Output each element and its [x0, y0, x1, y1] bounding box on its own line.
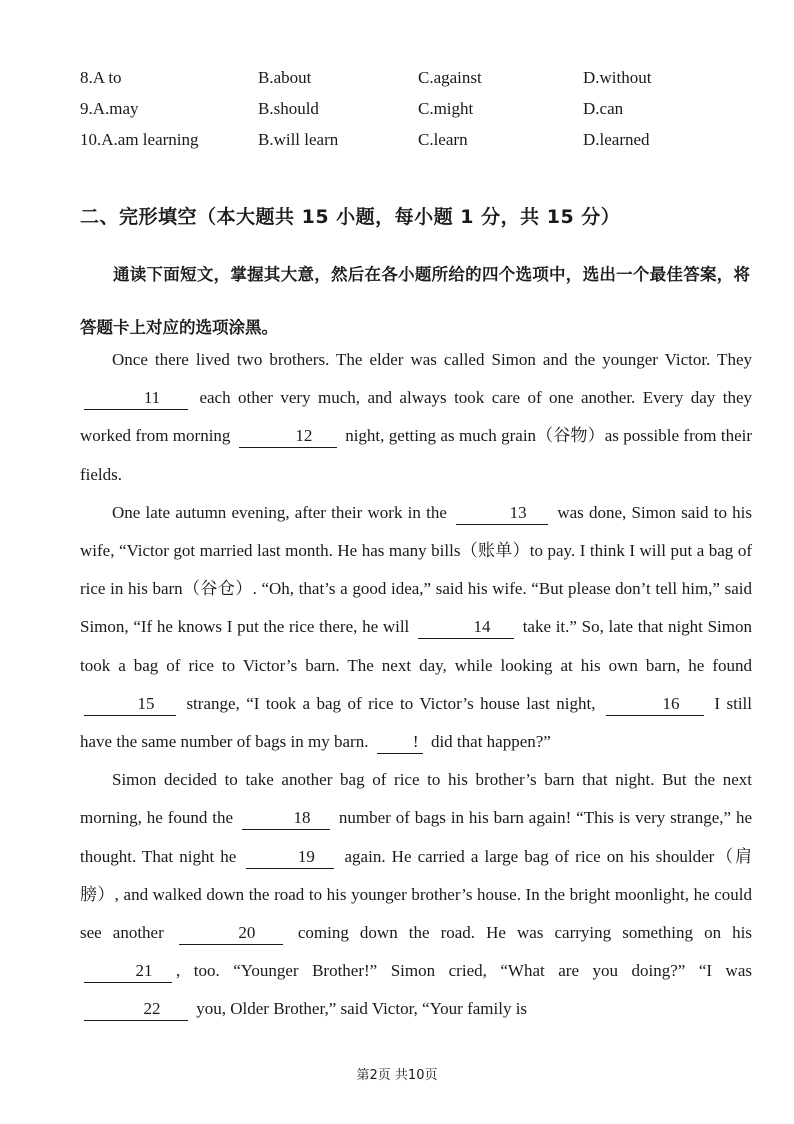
passage-text: night, getting as much grain（谷物）as possible from their fields. — [80, 426, 752, 484]
option-row-8 — [80, 68, 760, 99]
option-b: B.should — [258, 99, 319, 118]
page-footer: 第2页 共10页 — [356, 1068, 438, 1083]
answer-options-block — [80, 68, 760, 161]
cloze-passage — [80, 341, 752, 1029]
passage-text: was done, Simon said to his wife, “Victor got married last month. He has many bills（账单）to pay. I think I will put a bag of rice in his barn（谷仓）. “Oh, that’s a good idea,” said his wife. “But please don’t tell him,” said Simon, “If he knows I put the rice there, he will — [80, 502, 752, 637]
option-c: C.learn — [418, 130, 468, 149]
passage-paragraph-3 — [80, 761, 752, 1028]
passage-text: did that happen?” — [430, 732, 551, 752]
passage-text: take it.” So, late that night Simon took a bag of rice to Victor’s barn. The next day, while looking at his own barn, he found — [80, 617, 753, 675]
section-title: 二、完形填空（本大题共 15 小题，每小题 1 分，共 15 分） — [80, 206, 621, 228]
option-a: 9.A.may — [80, 99, 139, 118]
blank-18: 18 — [242, 807, 330, 830]
blank-13: 13 — [456, 502, 548, 525]
option-b: B.will learn — [258, 130, 339, 149]
passage-text: again. He carried a large bag of rice on his shoulder（肩膀）, and walked down the road to his younger brother’s house. In the bright moonlight, he could see another — [80, 846, 752, 943]
option-a: 10.A.am learning — [80, 130, 199, 149]
option-d: D.without — [583, 68, 652, 87]
option-d: D.learned — [583, 130, 650, 149]
section-instructions: 通读下面短文，掌握其大意，然后在各小题所给的四个选项中，选出一个最佳答案，将答题卡上对应的选项涂黑。 — [80, 265, 750, 337]
passage-text: you, Older Brother,” said Victor, “Your family is — [196, 999, 528, 1019]
blank-22: 22 — [84, 998, 188, 1021]
option-b: B.about — [258, 68, 312, 87]
passage-text: Once there lived two brothers. The elder was called Simon and the younger Victor. They — [112, 350, 752, 369]
blank-20: 20 — [179, 922, 283, 945]
passage-text: Simon decided to take another bag of rice to his brother’s barn that night. But the next morning, he found the — [80, 770, 752, 828]
blank-21: 21 — [84, 960, 172, 983]
passage-text: coming down the road. He was carrying something on his — [297, 923, 752, 943]
passage-text: One late autumn evening, after their work in the — [112, 502, 447, 522]
passage-text: , too. “Younger Brother!” Simon cried, “What are you doing?” “I was — [176, 961, 752, 981]
blank-12: 12 — [239, 425, 337, 448]
passage-text: number of bags in his barn again! “This is very strange,” he thought. That night he — [80, 808, 753, 866]
blank-17: ! — [377, 731, 423, 754]
blank-14: 14 — [418, 616, 514, 639]
passage-text: strange, “I took a bag of rice to Victor’s house last night, — [186, 693, 596, 713]
blank-16: 16 — [606, 693, 704, 716]
passage-paragraph-1 — [80, 341, 752, 494]
blank-15: 15 — [84, 693, 176, 716]
option-a: 8.A to — [80, 68, 122, 87]
option-row-9 — [80, 99, 760, 130]
passage-paragraph-2 — [80, 494, 752, 761]
passage-text: each other very much, and always took care of one another. Every day they worked from morning — [80, 388, 752, 446]
option-row-10 — [80, 130, 760, 161]
blank-19: 19 — [246, 846, 334, 869]
option-c: C.might — [418, 99, 474, 118]
option-c: C.against — [418, 68, 482, 87]
passage-text: I still have the same number of bags in my barn. — [80, 693, 752, 752]
blank-11: 11 — [84, 387, 188, 410]
option-d: D.can — [583, 99, 624, 118]
